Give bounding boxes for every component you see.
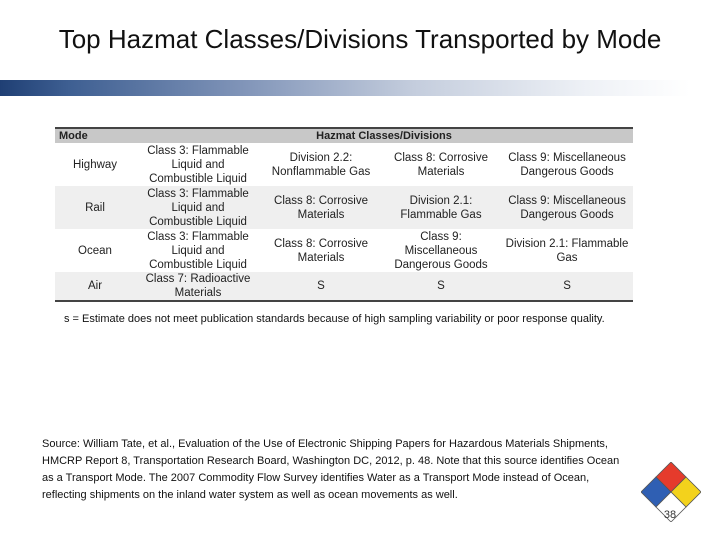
table-cell: S [261,272,381,300]
table-cell: Class 3: Flammable Liquid and Combustible Liquid [147,144,249,185]
table-cell: S [501,272,633,300]
source-text: Source: William Tate, et al., Evaluation of the Use of Electronic Shipping Papers for Hazardous Materials Shipments, HMCRP Report 8, Transportation Research Board, Washington DC, 2012, p. 48. Note that this source identifies Ocean as a Transport Mode. The 2007 Commodity Flow Survey identifies Water as a Transport Mode instead of Ocean, reflecting shipments on the inland water system as well as ocean movements as well. [42,438,620,501]
table-cell: Class 9: Miscellaneous Dangerous Goods [508,151,626,178]
table-cell: Division 2.2: Nonflammable Gas [271,151,371,178]
table-cell: Division 2.1: Flammable Gas [505,237,629,264]
header-classes: Hazmat Classes/Divisions [135,129,633,143]
table-cell: Class 3: Flammable Liquid and Combustible Liquid [135,186,261,229]
table-cell: S [381,272,501,300]
mode-cell: Ocean [78,244,112,257]
table-row [55,186,633,229]
table-cell: Division 2.1: Flammable Gas [381,186,501,229]
header-mode: Mode [55,129,135,143]
mode-cell: Air [55,272,135,300]
footnote-text: s = Estimate does not meet publication standards because of high sampling variability or poor response quality. [64,313,605,325]
page-number: 38 [663,509,677,521]
table-cell: Class 8: Corrosive Materials [261,186,381,229]
mode-cell: Rail [55,186,135,229]
mode-cell: Highway [72,158,118,171]
table-row [55,143,633,186]
table-cell: Class 9: Miscellaneous Dangerous Goods [394,230,488,271]
table-cell: Class 3: Flammable Liquid and Combustible Liquid [147,230,249,271]
table-cell: Class 7: Radioactive Materials [135,272,261,300]
table-cell: Class 9: Miscellaneous Dangerous Goods [501,186,633,229]
table-row [55,272,633,300]
table-header-row [55,129,633,143]
table-cell: Class 8: Corrosive Materials [394,151,488,178]
title-gradient-bar [0,80,690,96]
hazmat-table [55,127,633,302]
slide-title: Top Hazmat Classes/Divisions Transported by Mode [58,24,662,54]
table-row [55,229,633,272]
table-cell: Class 8: Corrosive Materials [274,237,368,264]
